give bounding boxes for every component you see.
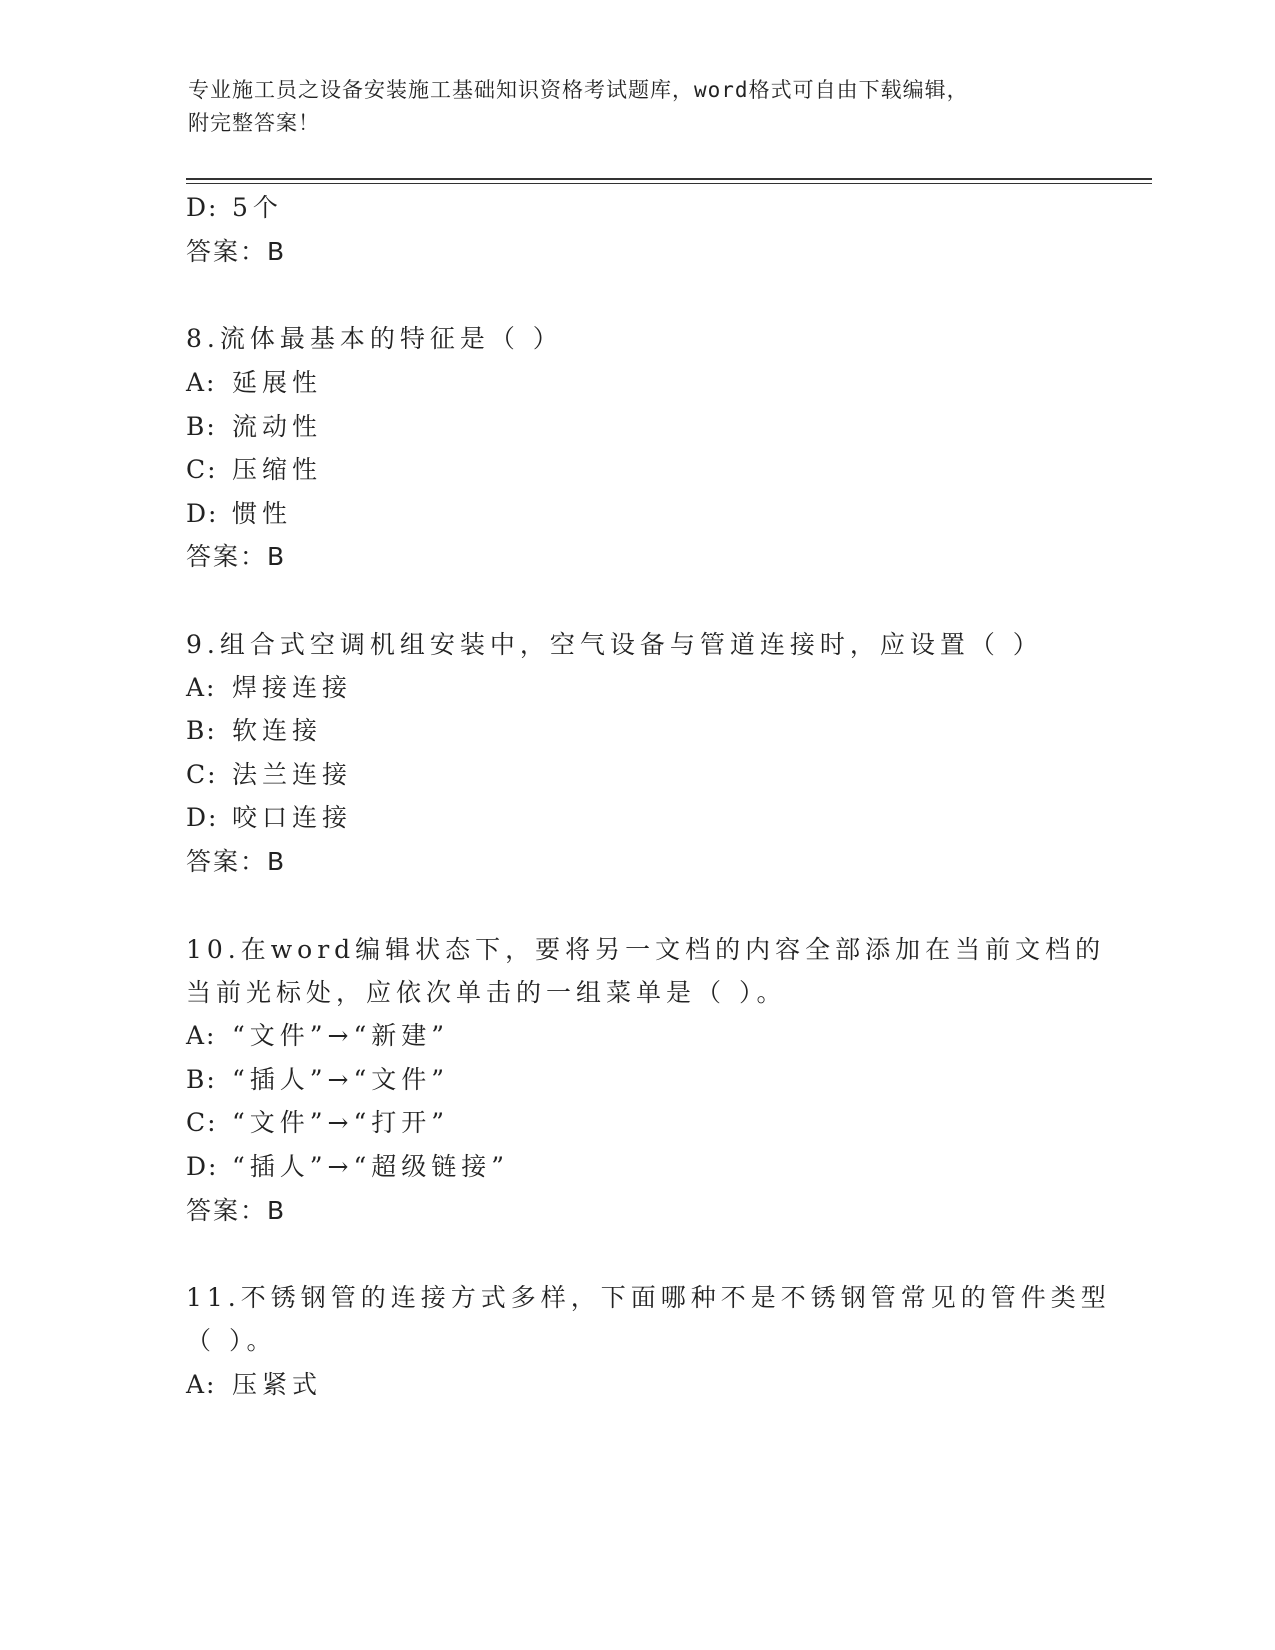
question-10-option-d xyxy=(186,1151,509,1183)
prev-option-d xyxy=(186,192,283,224)
question-8-option-d xyxy=(186,498,292,530)
option-text: 延展性 xyxy=(232,368,323,397)
question-11-option-a xyxy=(186,1369,322,1401)
question-8-answer: 答案：B xyxy=(186,542,287,571)
option-text: 压缩性 xyxy=(232,455,323,484)
option-text: 流动性 xyxy=(232,412,323,441)
option-prefix: A: xyxy=(186,1021,217,1050)
document-header xyxy=(188,74,1068,140)
option-text: 软连接 xyxy=(232,716,323,745)
option-text: “插人”→“文件” xyxy=(232,1065,450,1094)
header-divider-thick xyxy=(186,178,1152,180)
prev-answer: 答案：B xyxy=(186,237,287,266)
question-9-option-b xyxy=(186,715,322,747)
question-8-option-c xyxy=(186,454,322,486)
option-prefix: D: xyxy=(186,803,219,832)
option-prefix: C: xyxy=(186,1108,218,1137)
option-prefix: C: xyxy=(186,760,218,789)
question-10-stem-line-1: 10.在word编辑状态下，要将另一文档的内容全部添加在当前文档的 xyxy=(186,935,1106,964)
option-prefix: C: xyxy=(186,455,218,484)
option-prefix: D: xyxy=(186,1152,219,1181)
option-prefix: A: xyxy=(186,673,217,702)
question-10-option-c xyxy=(186,1107,449,1139)
question-9-option-c xyxy=(186,759,352,791)
option-text: 咬口连接 xyxy=(232,803,353,832)
question-10-answer: 答案：B xyxy=(186,1196,287,1225)
option-text: “插人”→“超级链接” xyxy=(232,1152,510,1181)
question-10-stem-line-2: 当前光标处，应依次单击的一组菜单是（ ）。 xyxy=(186,978,787,1007)
question-9-answer: 答案：B xyxy=(186,847,287,876)
option-prefix: A: xyxy=(186,368,217,397)
question-11-stem-line-1: 11.不锈钢管的连接方式多样，下面哪种不是不锈钢管常见的管件类型 xyxy=(186,1283,1111,1312)
option-prefix: B: xyxy=(186,716,217,745)
header-line-1: 专业施工员之设备安装施工基础知识资格考试题库，word格式可自由下载编辑， xyxy=(188,78,969,102)
option-prefix: D: xyxy=(186,499,219,528)
header-line-2: 附完整答案！ xyxy=(188,111,320,135)
option-text: 压紧式 xyxy=(232,1370,323,1399)
option-text: 惯性 xyxy=(232,499,293,528)
option-prefix: B: xyxy=(186,1065,217,1094)
option-text: 法兰连接 xyxy=(232,760,353,789)
question-9-option-a xyxy=(186,672,352,704)
question-8-stem: 8.流体最基本的特征是（ ） xyxy=(186,324,563,353)
header-divider-thin xyxy=(186,183,1152,184)
question-9-stem: 9.组合式空调机组安装中，空气设备与管道连接时，应设置（ ） xyxy=(186,630,1043,659)
option-text: 5个 xyxy=(232,193,283,222)
option-prefix: A: xyxy=(186,1370,217,1399)
option-text: 焊接连接 xyxy=(232,673,353,702)
option-prefix: B: xyxy=(186,412,217,441)
question-8-option-b xyxy=(186,411,322,443)
question-10-option-b xyxy=(186,1064,449,1096)
option-text: “文件”→“打开” xyxy=(232,1108,450,1137)
question-11-stem-line-2: （ ）。 xyxy=(186,1326,277,1355)
question-10-option-a xyxy=(186,1020,449,1052)
option-prefix: D: xyxy=(186,193,219,222)
question-8-option-a xyxy=(186,367,322,399)
question-9-option-d xyxy=(186,802,352,834)
option-text: “文件”→“新建” xyxy=(232,1021,450,1050)
